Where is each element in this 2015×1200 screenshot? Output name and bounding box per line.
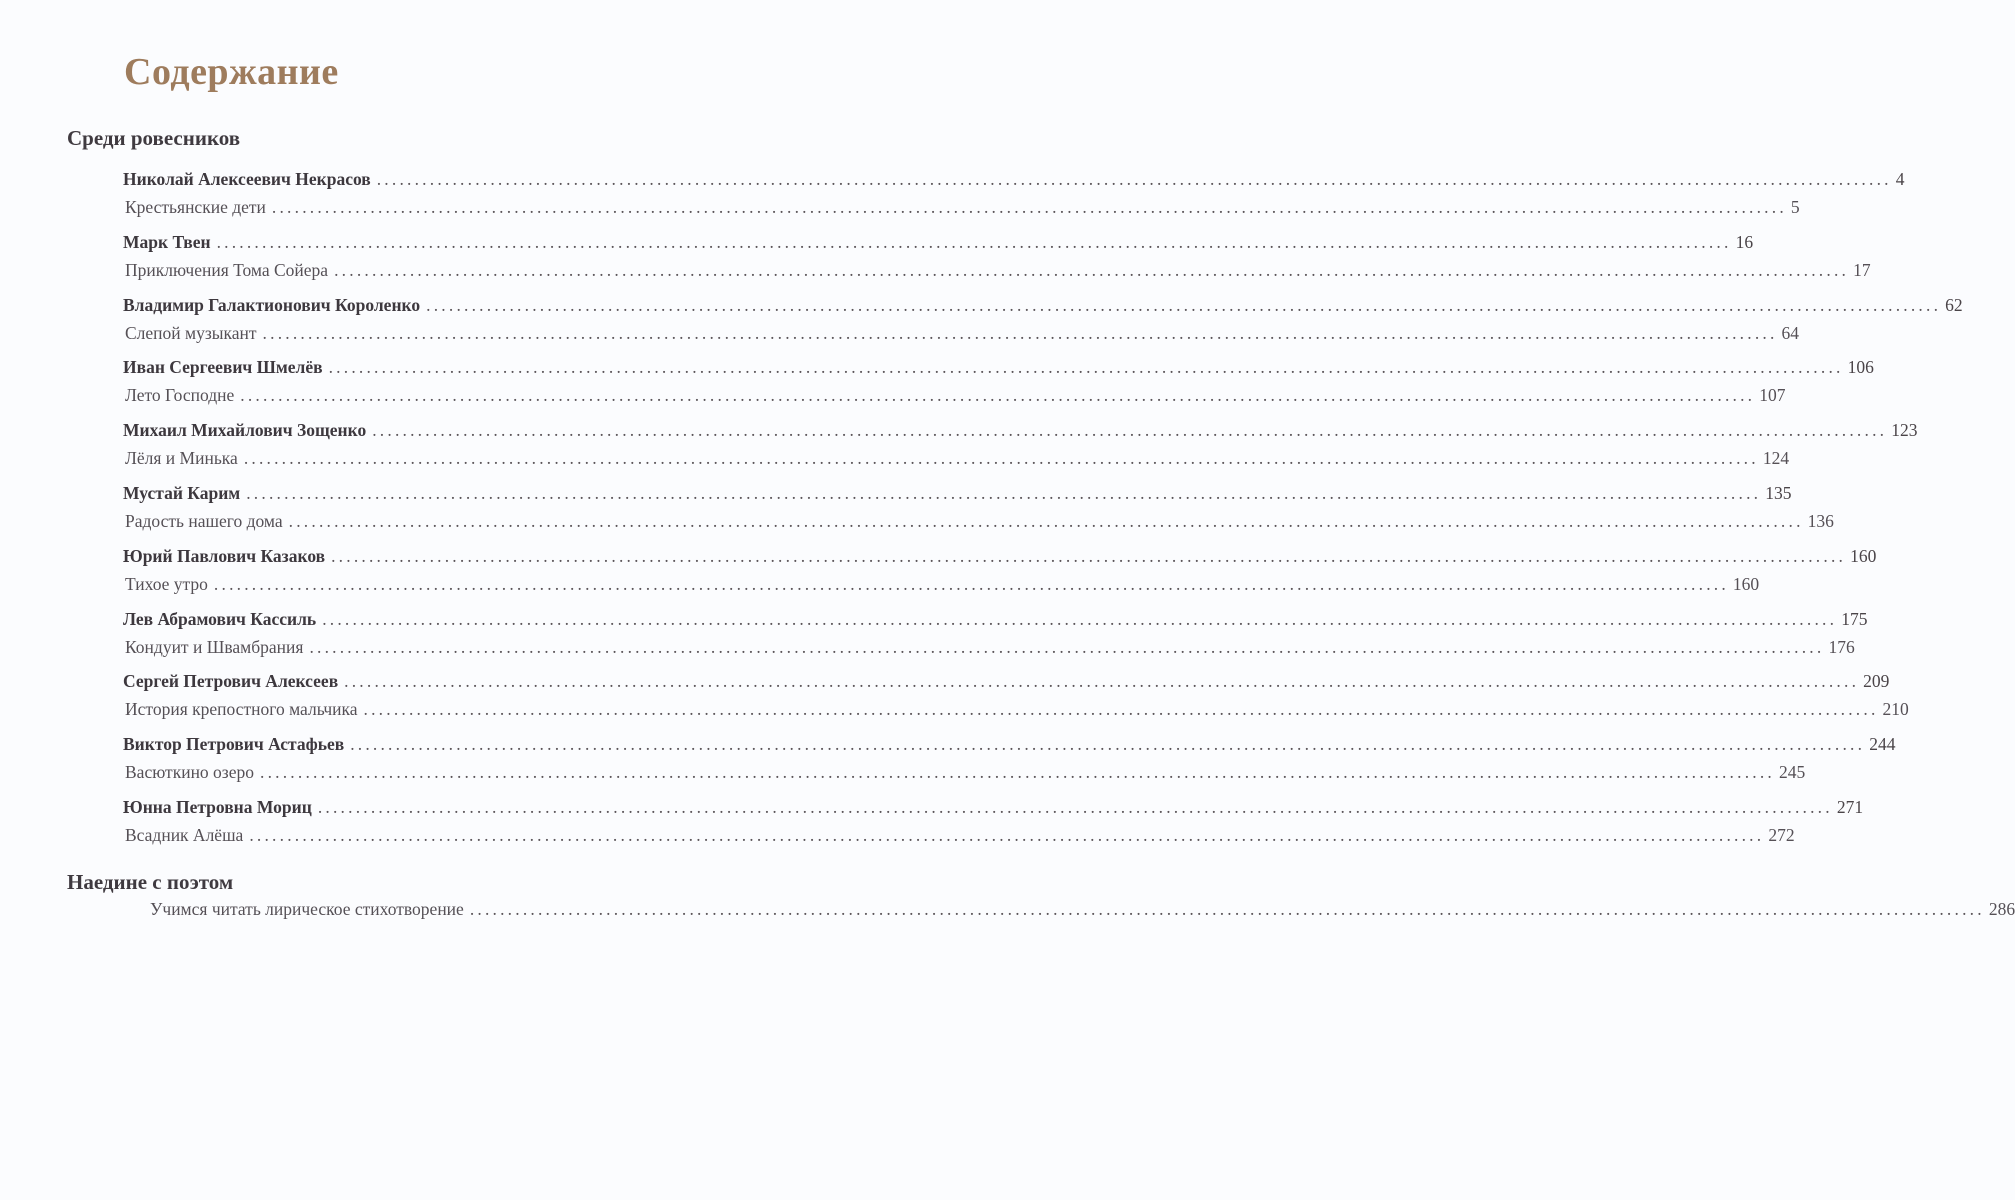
page-number: 5 [1790, 197, 1800, 217]
dot-leader: ........................................................................................................................................................................................................ [213, 573, 1729, 594]
entry-title: Сергей Петрович Алексеев [123, 671, 339, 692]
toc-author-entry[interactable] [0, 671, 1890, 699]
toc-work-entry[interactable] [0, 448, 1790, 476]
toc-author-entry[interactable] [0, 231, 1754, 260]
entry-title: Лёля и Минька [125, 448, 238, 469]
toc-work-entry[interactable] [0, 636, 1855, 665]
page-number: 124 [1762, 448, 1790, 469]
page-number: 123 [1891, 420, 1918, 441]
page-number: 62 [1945, 294, 1963, 315]
entry-title: Лето Господне [125, 385, 235, 406]
toc-work-entry[interactable] [0, 322, 1800, 351]
entry-title: Тихое утро [125, 573, 208, 594]
entry-title: Юнна Петровна Мориц [123, 797, 312, 817]
page-number: 272 [1768, 825, 1795, 845]
dot-leader: ........................................................................................................................................................................................................ [372, 420, 1888, 441]
entry-title: Всадник Алёша [125, 825, 244, 845]
entry-title: Лев Абрамович Кассиль [123, 608, 317, 629]
entry-title: Иван Сергеевич Шмелёв [123, 357, 323, 378]
page-number: 17 [1853, 259, 1871, 280]
page-title: Содержание [124, 51, 339, 93]
dot-leader: ........................................................................................................................................................................................................ [216, 231, 1732, 252]
section-heading: Наедине с поэтом [67, 870, 234, 894]
dot-leader: ........................................................................................................................................................................................................ [260, 762, 1775, 783]
dot-leader: ........................................................................................................................................................................................................ [426, 294, 1942, 315]
page-number: 16 [1735, 231, 1754, 252]
dot-leader: ........................................................................................................................................................................................................ [262, 322, 1778, 343]
page-number: 175 [1841, 608, 1868, 629]
toc-author-entry[interactable] [0, 545, 1877, 574]
entry-title: Мустай Карим [123, 483, 241, 503]
toc-work-entry[interactable] [0, 197, 1800, 225]
dot-leader: ........................................................................................................................................................................................................ [363, 699, 1879, 720]
dot-leader: ........................................................................................................................................................................................................ [469, 899, 1985, 919]
entry-title: Радость нашего дома [125, 511, 283, 531]
dot-leader: ........................................................................................................................................................................................................ [331, 545, 1847, 566]
toc-work-entry[interactable] [0, 573, 1760, 602]
toc-author-entry[interactable] [0, 734, 1896, 762]
dot-leader: ........................................................................................................................................................................................................ [240, 385, 1756, 406]
page-number: 286 [1988, 899, 2015, 919]
page-number: 64 [1781, 322, 1800, 343]
toc-work-entry[interactable] [0, 825, 1795, 853]
dot-leader: ........................................................................................................................................................................................................ [350, 734, 1866, 755]
dot-leader: ........................................................................................................................................................................................................ [376, 169, 1892, 189]
dot-leader: ........................................................................................................................................................................................................ [334, 259, 1850, 280]
toc-author-entry[interactable] [0, 797, 1864, 825]
dot-leader: ........................................................................................................................................................................................................ [309, 636, 1825, 657]
page-number: 160 [1732, 573, 1760, 594]
entry-title: Владимир Галактионович Короленко [123, 294, 421, 315]
entry-title: Николай Алексеевич Некрасов [123, 169, 371, 189]
entry-title: Приключения Тома Сойера [125, 259, 329, 280]
dot-leader: ........................................................................................................................................................................................................ [271, 197, 1787, 217]
dot-leader: ........................................................................................................................................................................................................ [322, 608, 1838, 629]
toc-work-entry[interactable] [0, 762, 1806, 790]
page-number: 244 [1869, 734, 1896, 755]
entry-title: История крепостного мальчика [125, 699, 358, 720]
entry-title: Учимся читать лирическое стихотворение [150, 899, 464, 919]
toc-author-entry[interactable] [0, 357, 1874, 385]
toc-work-entry[interactable] [0, 385, 1786, 413]
page-number: 245 [1779, 762, 1806, 783]
entry-title: Слепой музыкант [125, 322, 257, 343]
toc-author-entry[interactable] [0, 420, 1918, 448]
entry-title: Кондуит и Швамбрания [125, 636, 304, 657]
dot-leader: ........................................................................................................................................................................................................ [288, 511, 1804, 531]
dot-leader: ........................................................................................................................................................................................................ [317, 797, 1833, 817]
page-number: 160 [1850, 545, 1877, 566]
section-heading: Среди ровесников [67, 126, 241, 150]
entry-title: Юрий Павлович Казаков [123, 545, 326, 566]
toc-author-entry[interactable] [0, 483, 1792, 511]
toc-author-entry[interactable] [0, 169, 1905, 197]
toc-work-entry[interactable] [0, 259, 1871, 288]
entry-title: Михаил Михайлович Зощенко [123, 420, 367, 441]
page-number: 176 [1828, 636, 1855, 657]
toc-work-entry[interactable] [0, 511, 1834, 539]
dot-leader: ........................................................................................................................................................................................................ [243, 448, 1759, 469]
page-number: 107 [1759, 385, 1786, 406]
entry-title: Виктор Петрович Астафьев [123, 734, 345, 755]
dot-leader: ........................................................................................................................................................................................................ [249, 825, 1765, 845]
toc-work-entry[interactable] [0, 899, 2015, 927]
entry-title: Крестьянские дети [125, 197, 266, 217]
dot-leader: ........................................................................................................................................................................................................ [344, 671, 1860, 692]
page-number: 271 [1836, 797, 1864, 817]
dot-leader: ........................................................................................................................................................................................................ [246, 483, 1762, 503]
page-number: 135 [1765, 483, 1792, 503]
page-number: 210 [1882, 699, 1909, 720]
toc-work-entry[interactable] [0, 699, 1909, 727]
entry-title: Васюткино озеро [125, 762, 254, 783]
dot-leader: ........................................................................................................................................................................................................ [328, 357, 1844, 378]
toc-author-entry[interactable] [0, 294, 1963, 323]
toc-author-entry[interactable] [0, 608, 1868, 637]
page-number: 136 [1807, 511, 1834, 531]
entry-title: Марк Твен [123, 231, 211, 252]
page-number: 106 [1847, 357, 1874, 378]
page-number: 209 [1863, 671, 1890, 692]
page-number: 4 [1895, 169, 1905, 189]
